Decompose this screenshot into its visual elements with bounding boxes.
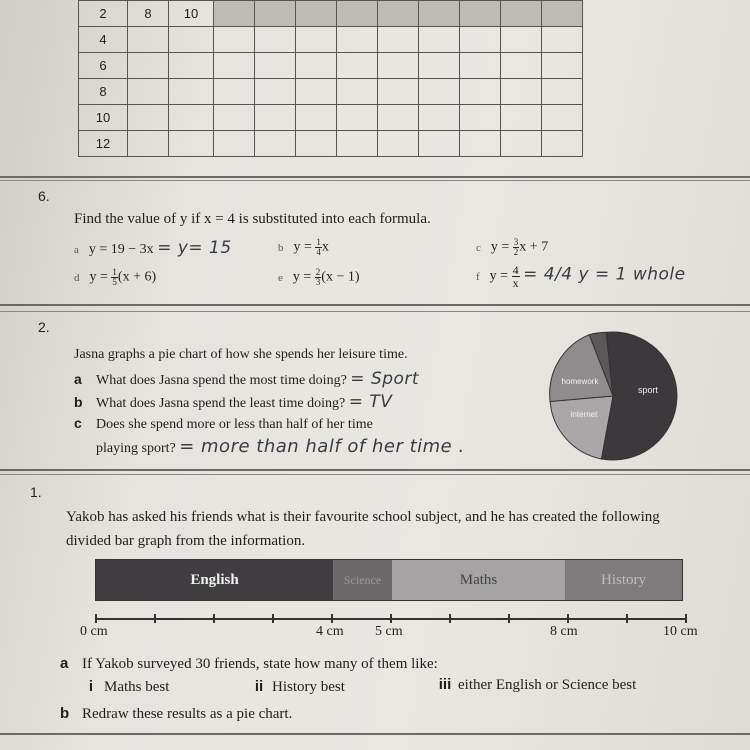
table-cell [128,79,169,105]
question-intro: Yakob has asked his friends what is their favourite school subject, and he has created the following [66,509,660,525]
formula-e: e y = $\frac{2}{3}$ (x − 1) [278,267,360,287]
ruler-tick [95,614,97,623]
question-part-c: c Does she spend more or less than half of her time [74,415,373,432]
table-cell [169,53,214,79]
table-cell: 12 [79,131,128,157]
question-number: 1. [30,484,42,500]
table-cell [296,27,337,53]
table-cell [419,79,460,105]
pie-slice-internet [550,396,613,459]
table-cell [419,53,460,79]
handwritten-answer: = Sport [350,369,420,389]
table-cell: 8 [79,79,128,105]
table-cell [214,79,255,105]
table-cell [337,105,378,131]
axis-label: 0 cm [80,624,108,639]
ruler-tick [449,614,451,623]
table-cell [501,27,542,53]
table-cell [378,27,419,53]
bar-segment-english: English [96,560,333,600]
pie-label-homework: homework [561,377,599,386]
table-cell [501,131,542,157]
table-cell [214,27,255,53]
ruler-tick [626,614,628,623]
divider [0,304,750,306]
table-cell [214,1,255,27]
table-cell: 2 [79,1,128,27]
divided-bar-graph [95,559,683,601]
table-cell [337,79,378,105]
divider [0,180,750,181]
handwritten-answer: = more than half of her time . [179,436,465,457]
formula-d: d y = $\frac{1}{5}$ (x + 6) [74,267,157,287]
table-cell: 4 [79,27,128,53]
question-intro-continued: divided bar graph from the information. [66,533,306,549]
divider [0,474,750,475]
table-cell [128,27,169,53]
table-cell [501,53,542,79]
table-cell [337,131,378,157]
table-cell [542,1,583,27]
table-cell: 10 [79,105,128,131]
table-cell [214,105,255,131]
ruler-tick [272,614,274,623]
ruler-tick [685,614,687,623]
handwritten-answer: = y= 15 [157,238,232,258]
table-cell [296,131,337,157]
table-cell [501,105,542,131]
table-cell [169,27,214,53]
table-cell [128,131,169,157]
table-row [79,79,583,105]
table-cell [255,53,296,79]
table-cell [542,131,583,157]
table-cell [378,105,419,131]
question-part-c-continued: playing sport? = more than half of her time . [96,436,465,457]
question-prompt: Find the value of y if x = 4 is substituted into each formula. [74,211,431,227]
formula-c: c y = $\frac{3}{2}$ x + 7 [476,237,549,257]
table-cell [501,1,542,27]
table-cell [419,1,460,27]
handwritten-answer: = TV [348,392,393,412]
table-cell [337,53,378,79]
table-cell [542,79,583,105]
formula-b: b y = $\frac{1}{4}$ x [278,237,329,257]
table-cell [542,53,583,79]
table-cell [255,131,296,157]
table-cell [296,79,337,105]
question-part-a: a What does Jasna spend the most time doing? = Sport [74,369,420,389]
axis-label: 8 cm [550,624,578,639]
table-cell [501,79,542,105]
pie-label-internet: internet [570,410,598,419]
table-cell [460,131,501,157]
question-number: 2. [38,319,50,335]
table-cell [378,79,419,105]
table-cell [255,79,296,105]
table-cell [460,53,501,79]
table-row [79,105,583,131]
table-cell [460,1,501,27]
bar-segment-science: Science [333,560,392,600]
table-cell [419,27,460,53]
ruler-tick [331,614,333,623]
table-cell [214,131,255,157]
question-number: 6. [38,188,50,204]
question-part-a-i: i Maths best [88,678,170,695]
table-cell [255,1,296,27]
bar-segment-maths: Maths [392,560,565,600]
table-cell [169,105,214,131]
table-cell [419,131,460,157]
divider [0,311,750,312]
table-cell [542,27,583,53]
table-cell [460,27,501,53]
axis-label: 4 cm [316,624,344,639]
pie-label-sport: sport [637,385,659,395]
axis-label: 10 cm [663,624,698,639]
table-cell [378,53,419,79]
table-cell [128,105,169,131]
question-part-b: b Redraw these results as a pie chart. [60,705,293,722]
ruler-tick [508,614,510,623]
table-cell [296,1,337,27]
table-cell [128,53,169,79]
table-cell [169,79,214,105]
table-cell: 10 [169,1,214,27]
table-row [79,1,583,27]
bar-segment-history: History [565,560,682,600]
question-part-a-iii: iii either English or Science best [438,676,637,693]
table-cell [378,1,419,27]
leisure-pie-chart [548,331,678,461]
ruler-tick [213,614,215,623]
table-cell [378,131,419,157]
ruler-tick [567,614,569,623]
formula-f: f y = $\frac{4}{x}$ = 4/4 y = 1 whole [476,263,686,290]
table-cell [296,53,337,79]
table-cell [337,27,378,53]
table-cell [460,105,501,131]
table-cell [296,105,337,131]
handwritten-answer: = 4/4 y = 1 whole [523,264,686,285]
divider [0,469,750,471]
table-row [79,131,583,157]
axis-label: 5 cm [375,624,403,639]
table-cell [214,53,255,79]
table-cell [337,1,378,27]
question-intro: Jasna graphs a pie chart of how she spends her leisure time. [74,347,408,362]
table-cell [255,27,296,53]
table-cell [460,79,501,105]
divider [0,176,750,178]
divider [0,733,750,735]
ruler-tick [390,614,392,623]
table-row [79,27,583,53]
question-part-b: b What does Jasna spend the least time doing? = TV [74,392,393,412]
table-cell: 8 [128,1,169,27]
table-cell: 6 [79,53,128,79]
table-cell [255,105,296,131]
question-part-a-ii: ii History best [254,678,345,695]
ruler-tick [154,614,156,623]
table-cell [419,105,460,131]
table-cell [542,105,583,131]
values-table [78,0,583,157]
formula-a: a y = 19 − 3x = y= 15 [74,238,232,258]
table-row [79,53,583,79]
question-part-a: a If Yakob surveyed 30 friends, state how many of them like: [60,655,438,672]
table-cell [169,131,214,157]
